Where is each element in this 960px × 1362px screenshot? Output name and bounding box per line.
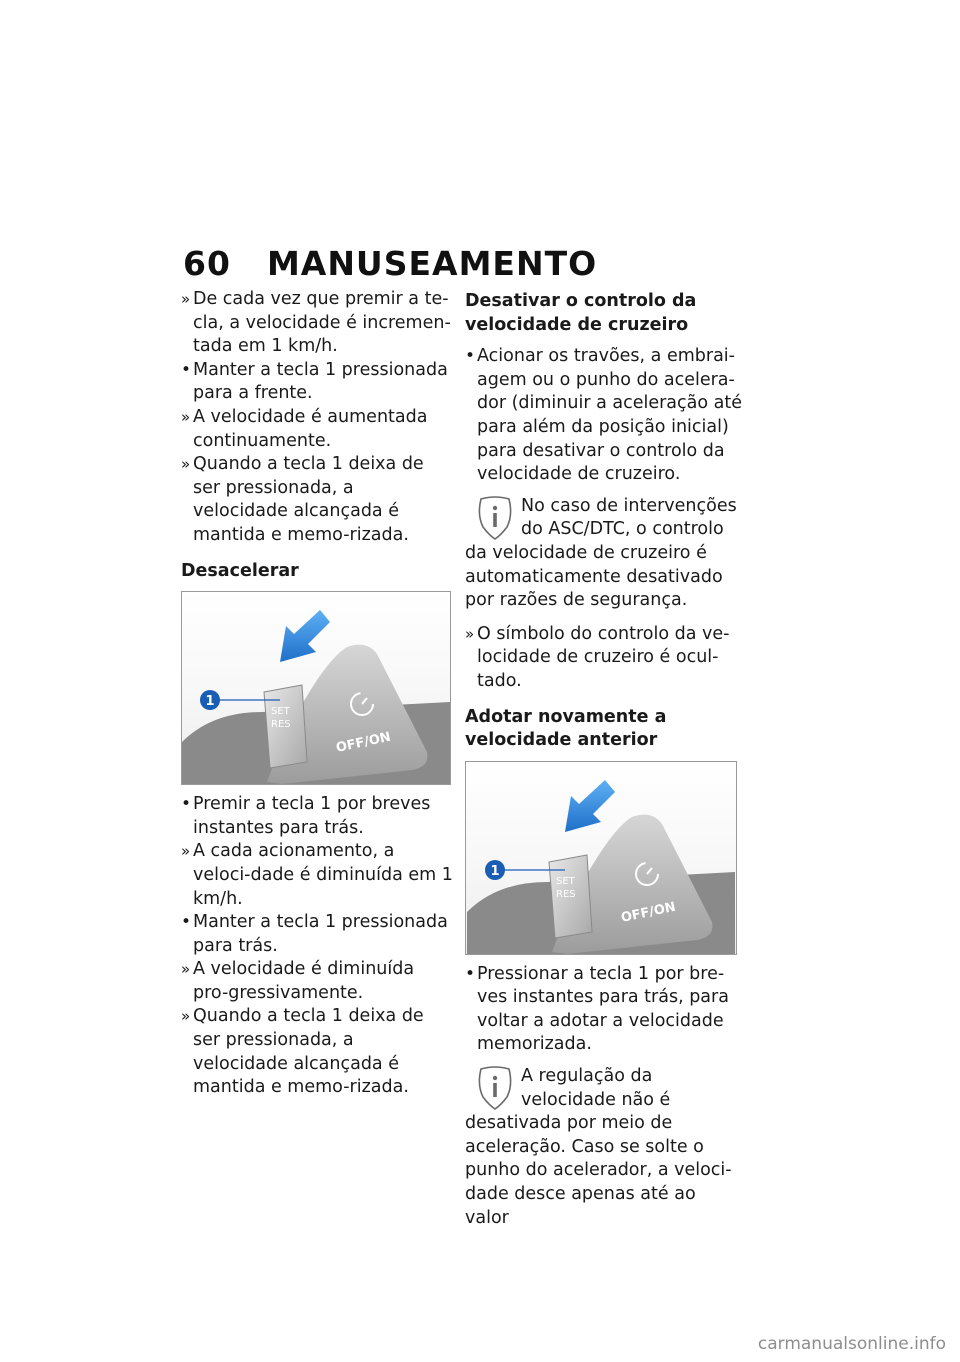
page-header [183,244,597,283]
press-forward-arrow-icon [565,780,615,832]
result-marker-icon: » [181,960,191,979]
result-marker-icon: » [465,624,475,643]
list-item: • Premir a tecla 1 por breves instantes para trás. [181,794,431,838]
info-icon [475,495,515,541]
result-marker-icon: » [181,290,191,308]
note-text: A regulação da velocidade não é desativada por meio de aceleração. Caso se solte o punho do acelerador, a veloci-dade desce apenas até ao valor [465,1066,732,1228]
res-label: RES [271,719,291,731]
offon-label: OFF/ON [334,729,393,757]
list-item: • Acionar os travões, a embrai-agem ou o punho do acelera-dor (diminuir a aceleração até para além da posição inicial) para desativar o controlo da velocidade de cruzeiro. [465,346,742,485]
offon-label: OFF/ON [619,899,678,926]
note-text: No caso de intervenções do ASC/DTC, o controlo da velocidade de cruzeiro é automaticamente desativado por razões de segurança. [465,495,737,611]
bullet-icon: • [181,794,192,815]
press-forward-arrow-icon [280,610,330,662]
list-item: » Quando a tecla 1 deixa de ser pressionada, a velocidade alcançada é mantida e memo-rizada. [181,454,424,545]
result-marker-icon: » [181,407,191,426]
bullet-icon: • [465,346,476,367]
section-heading-desacelerar: Desacelerar [181,560,299,581]
result-marker-icon: » [181,455,191,474]
result-marker-icon: » [181,1007,191,1026]
watermark: carmanualsonline.info [757,1334,946,1354]
res-label: RES [556,888,576,900]
set-label: SET [271,706,290,718]
page-number: 60 [183,244,231,283]
cruise-switch-illustration [466,762,736,954]
left-column [181,288,453,1100]
set-label: SET [556,875,575,887]
info-note [465,1065,745,1230]
list-item: » A velocidade é diminuída pro-gressivamente. [181,959,415,1003]
list-item: » Quando a tecla 1 deixa de ser pressionada, a velocidade alcançada é mantida e memo-rizada. [181,1006,424,1098]
info-icon [475,1065,515,1111]
cruise-switch-illustration [182,592,450,784]
page-title: MANUSEAMENTO [266,244,598,283]
list-item: » A velocidade é aumentada continuamente. [181,406,428,451]
list-item: • Pressionar a tecla 1 por bre-ves instantes para trás, para voltar a adotar a velocidade memorizada. [465,963,729,1055]
bullet-icon: • [181,359,192,380]
section-heading-desativar: Desativar o controlo da velocidade de cruzeiro [465,291,697,335]
list-item: • Manter a tecla 1 pressionada para trás. [181,912,448,956]
list-item: » De cada vez que premir a te-cla, a velocidade é incremen-tada em 1 km/h. [181,289,451,357]
list-item: » A cada acionamento, a veloci-dade é diminuída em 1 km/h. [181,841,453,909]
result-marker-icon: » [181,842,191,861]
callout-number: 1 [490,863,500,879]
section-heading-adotar: Adotar novamente a velocidade anterior [465,706,667,751]
right-column [465,290,745,1240]
bullet-icon: • [181,912,192,933]
list-item: » O símbolo do controlo da ve-locidade de cruzeiro é ocul-tado. [465,623,730,691]
bullet-icon: • [465,963,476,984]
info-note [465,495,745,613]
callout-number: 1 [205,694,215,710]
figure-switch-desacelerar [181,591,451,785]
list-item: • Manter a tecla 1 pressionada para a frente. [181,359,448,404]
figure-switch-adotar [465,761,737,955]
